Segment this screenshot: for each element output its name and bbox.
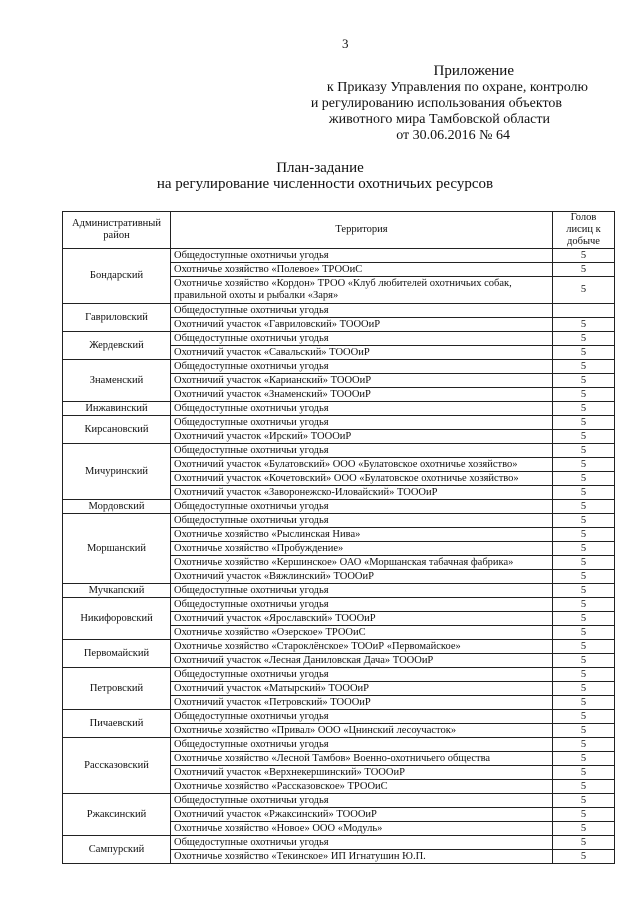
table-row — [63, 584, 615, 598]
table-row — [63, 640, 615, 654]
page-number: 3 — [342, 36, 349, 51]
quota-cell: 5 — [553, 458, 615, 472]
territory-cell: Охотничье хозяйство «Озерское» ТРООиС — [171, 626, 553, 640]
quota-cell: 5 — [553, 724, 615, 738]
territory-cell: Охотничий участок «Кочетовский» ООО «Булатовское охотничье хозяйство» — [171, 472, 553, 486]
quota-cell — [553, 304, 615, 318]
district-cell: Мичуринский — [63, 444, 171, 500]
territory-cell: Общедоступные охотничьи угодья — [171, 416, 553, 430]
quota-cell: 5 — [553, 402, 615, 416]
territory-cell: Охотничий участок «Булатовский» ООО «Булатовское охотничье хозяйство» — [171, 458, 553, 472]
territory-cell: Охотничье хозяйство «Староклёнское» ТООиР «Первомайское» — [171, 640, 553, 654]
territory-cell: Охотничье хозяйство «Привал» ООО «Цнинский лесоучасток» — [171, 724, 553, 738]
table-row — [63, 598, 615, 612]
territory-cell: Охотничье хозяйство «Лесной Тамбов» Военно-охотничьего общества — [171, 752, 553, 766]
territory-cell: Общедоступные охотничьи угодья — [171, 360, 553, 374]
territory-cell: Охотничье хозяйство «Рыслинская Нива» — [171, 528, 553, 542]
territory-cell: Охотничье хозяйство «Пробуждение» — [171, 542, 553, 556]
quota-cell: 5 — [553, 822, 615, 836]
plan-title: План-задание — [276, 160, 364, 176]
territory-cell: Общедоступные охотничьи угодья — [171, 598, 553, 612]
quota-cell: 5 — [553, 752, 615, 766]
district-cell: Мордовский — [63, 500, 171, 514]
district-cell: Ржаксинский — [63, 794, 171, 836]
quota-cell: 5 — [553, 584, 615, 598]
territory-cell: Охотничий участок «Карианский» ТОООиР — [171, 374, 553, 388]
quota-cell: 5 — [553, 542, 615, 556]
table-row — [63, 444, 615, 458]
quota-cell: 5 — [553, 640, 615, 654]
table-row — [63, 738, 615, 752]
territory-cell: Охотничий участок «Ирский» ТОООиР — [171, 430, 553, 444]
quota-cell: 5 — [553, 682, 615, 696]
territory-cell: Охотничье хозяйство «Кершинское» ОАО «Моршанская табачная фабрика» — [171, 556, 553, 570]
quota-cell: 5 — [553, 263, 615, 277]
territory-cell: Охотничий участок «Знаменский» ТОООиР — [171, 388, 553, 402]
territory-cell: Охотничий участок «Савальский» ТОООиР — [171, 346, 553, 360]
quota-cell: 5 — [553, 696, 615, 710]
territory-cell: Охотничий участок «Матырский» ТОООиР — [171, 682, 553, 696]
table-row — [63, 836, 615, 850]
quota-cell: 5 — [553, 794, 615, 808]
territory-cell: Охотничье хозяйство «Новое» ООО «Модуль» — [171, 822, 553, 836]
territory-cell: Общедоступные охотничьи угодья — [171, 304, 553, 318]
district-cell: Бондарский — [63, 249, 171, 304]
appendix-line: к Приказу Управления по охране, контролю — [326, 80, 588, 95]
district-cell: Жердевский — [63, 332, 171, 360]
territory-cell: Общедоступные охотничьи угодья — [171, 500, 553, 514]
quota-cell: 5 — [553, 850, 615, 864]
quota-cell: 5 — [553, 766, 615, 780]
territory-cell: Охотничье хозяйство «Текинское» ИП Игнатушин Ю.П. — [171, 850, 553, 864]
table-row — [63, 668, 615, 682]
district-cell: Петровский — [63, 668, 171, 710]
appendix-title: Приложение — [433, 63, 514, 79]
quota-cell: 5 — [553, 668, 615, 682]
district-cell: Первомайский — [63, 640, 171, 668]
territory-cell: Общедоступные охотничьи угодья — [171, 514, 553, 528]
district-cell: Рассказовский — [63, 738, 171, 794]
appendix-line: от 30.06.2016 № 64 — [396, 128, 510, 143]
table-row — [63, 360, 615, 374]
quota-cell: 5 — [553, 836, 615, 850]
quota-cell: 5 — [553, 654, 615, 668]
table-row — [63, 249, 615, 263]
quota-cell: 5 — [553, 486, 615, 500]
header-district: Административный район — [63, 212, 171, 249]
header-quota: Голов лисиц к добыче — [553, 212, 615, 249]
territory-cell: Общедоступные охотничьи угодья — [171, 710, 553, 724]
quota-cell: 5 — [553, 249, 615, 263]
territory-cell: Общедоступные охотничьи угодья — [171, 584, 553, 598]
quota-cell: 5 — [553, 332, 615, 346]
district-cell: Кирсановский — [63, 416, 171, 444]
quota-cell: 5 — [553, 528, 615, 542]
table-row — [63, 416, 615, 430]
district-cell: Никифоровский — [63, 598, 171, 640]
quota-cell: 5 — [553, 388, 615, 402]
territory-cell: Охотничий участок «Вяжлинский» ТОООиР — [171, 570, 553, 584]
table-row — [63, 514, 615, 528]
quota-cell: 5 — [553, 346, 615, 360]
territory-cell: Охотничье хозяйство «Рассказовское» ТРООиС — [171, 780, 553, 794]
territory-cell: Охотничий участок «Ярославский» ТОООиР — [171, 612, 553, 626]
appendix-line: и регулированию использования объектов — [310, 96, 562, 111]
territory-cell: Охотничье хозяйство «Кордон» ТРОО «Клуб любителей охотничьих собак, правильной охоты и рыбалки «Заря» — [171, 277, 553, 304]
table-header-row — [63, 212, 615, 249]
territory-cell: Общедоступные охотничьи угодья — [171, 444, 553, 458]
quota-cell: 5 — [553, 472, 615, 486]
district-cell: Инжавинский — [63, 402, 171, 416]
table-body — [63, 249, 615, 864]
territory-cell: Охотничий участок «Заворонежско-Иловайский» ТОООиР — [171, 486, 553, 500]
appendix-block — [300, 63, 600, 144]
district-cell: Гавриловский — [63, 304, 171, 332]
quota-cell: 5 — [553, 500, 615, 514]
territory-cell: Охотничье хозяйство «Полевое» ТРООиС — [171, 263, 553, 277]
quota-cell: 5 — [553, 416, 615, 430]
quota-cell: 5 — [553, 374, 615, 388]
quota-cell: 5 — [553, 444, 615, 458]
territory-cell: Охотничий участок «Верхнекершинский» ТОООиР — [171, 766, 553, 780]
header-territory: Территория — [171, 212, 553, 249]
quota-table — [62, 211, 615, 864]
territory-cell: Общедоступные охотничьи угодья — [171, 249, 553, 263]
district-cell: Мучкапский — [63, 584, 171, 598]
territory-cell: Общедоступные охотничьи угодья — [171, 794, 553, 808]
district-cell: Сампурский — [63, 836, 171, 864]
table-row — [63, 500, 615, 514]
quota-cell: 5 — [553, 318, 615, 332]
table-row — [63, 402, 615, 416]
territory-cell: Общедоступные охотничьи угодья — [171, 836, 553, 850]
district-cell: Знаменский — [63, 360, 171, 402]
plan-subtitle: на регулирование численности охотничьих ресурсов — [156, 176, 494, 192]
district-cell: Моршанский — [63, 514, 171, 584]
quota-cell: 5 — [553, 360, 615, 374]
table-row — [63, 304, 615, 318]
territory-cell: Охотничий участок «Ржаксинский» ТОООиР — [171, 808, 553, 822]
quota-cell: 5 — [553, 738, 615, 752]
territory-cell: Общедоступные охотничьи угодья — [171, 402, 553, 416]
quota-cell: 5 — [553, 277, 615, 304]
quota-cell: 5 — [553, 780, 615, 794]
table-row — [63, 332, 615, 346]
quota-cell: 5 — [553, 570, 615, 584]
territory-cell: Охотничий участок «Лесная Даниловская Дача» ТОООиР — [171, 654, 553, 668]
table-row — [63, 710, 615, 724]
territory-cell: Охотничий участок «Гавриловский» ТОООиР — [171, 318, 553, 332]
territory-cell: Общедоступные охотничьи угодья — [171, 668, 553, 682]
quota-cell: 5 — [553, 626, 615, 640]
quota-cell: 5 — [553, 598, 615, 612]
appendix-line: животного мира Тамбовской области — [328, 112, 550, 127]
plan-heading — [0, 160, 640, 192]
quota-cell: 5 — [553, 556, 615, 570]
quota-cell: 5 — [553, 612, 615, 626]
quota-cell: 5 — [553, 710, 615, 724]
table-row — [63, 794, 615, 808]
quota-cell: 5 — [553, 514, 615, 528]
quota-cell: 5 — [553, 808, 615, 822]
territory-cell: Общедоступные охотничьи угодья — [171, 738, 553, 752]
territory-cell: Общедоступные охотничьи угодья — [171, 332, 553, 346]
territory-cell: Охотничий участок «Петровский» ТОООиР — [171, 696, 553, 710]
quota-cell: 5 — [553, 430, 615, 444]
district-cell: Пичаевский — [63, 710, 171, 738]
